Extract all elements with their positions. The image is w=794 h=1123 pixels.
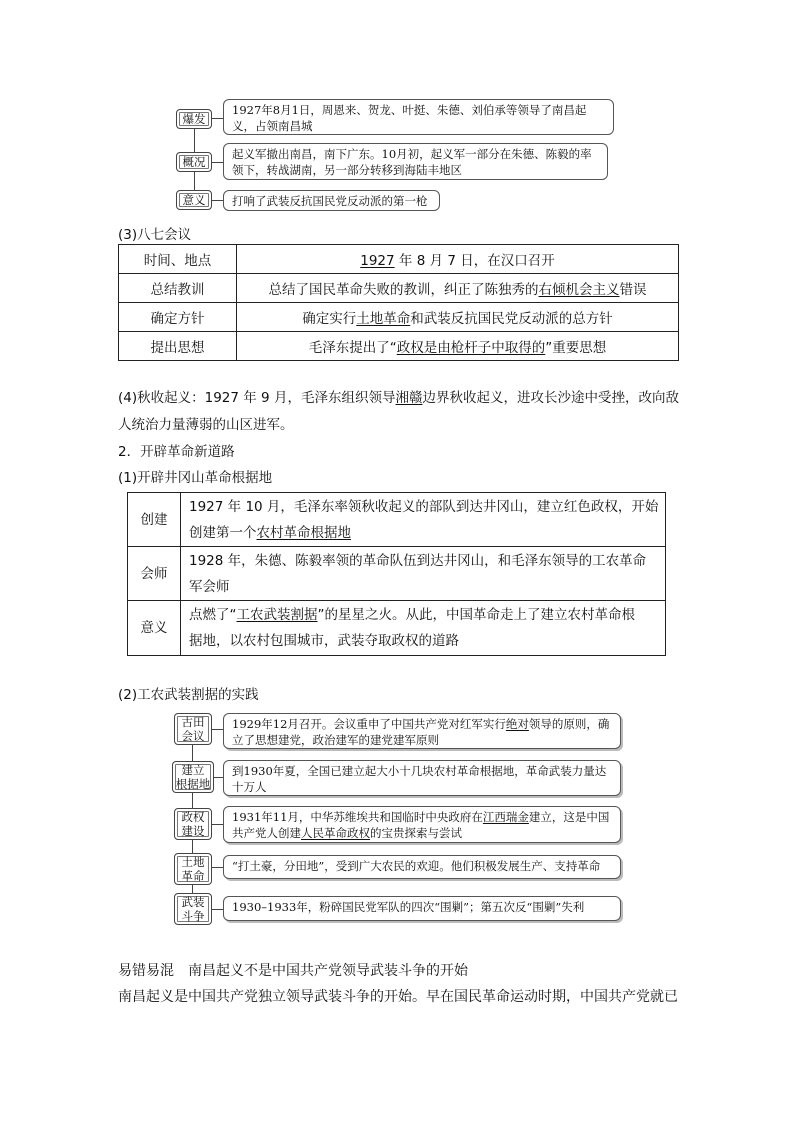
connector — [212, 824, 223, 825]
row-label: 提出思想 — [119, 332, 237, 361]
row-content: 点燃了“工农武装割据”的星星之火。从此，中国革命走上了建立农村革命根 据地，以农村包围城市，武装夺取政权的道路 — [181, 601, 666, 656]
row-label: 确定方针 — [119, 303, 237, 332]
tag-significance: 意义 — [176, 190, 212, 210]
row-label: 总结教训 — [119, 274, 237, 303]
table-row — [128, 601, 666, 656]
node-build-bases: 到1930年夏，全国已建立起大小十几块农村革命根据地，革命武装力量达十万人 — [223, 760, 621, 796]
connector — [212, 867, 223, 868]
table-row — [128, 547, 666, 601]
tag-outbreak: 爆发 — [176, 109, 212, 129]
node-land-revolution: “打土豪，分田地”，受到广大农民的欢迎。他们积极发展生产、支持革命 — [223, 855, 621, 879]
row-content: 1927 年 8 月 7 日，在汉口召开 — [237, 245, 679, 274]
jinggangshan-table — [127, 492, 666, 656]
node-armed-struggle: 1930–1933年，粉碎国民党军队的四次“围剿”；第五次反“围剿”失利 — [223, 896, 621, 921]
armed-separatism-heading: (2)工农武装割据的实践 — [118, 687, 259, 703]
row-content: 毛泽东提出了“政权是由枪杆子中取得的”重要思想 — [237, 332, 679, 361]
tag-overview: 概况 — [176, 152, 212, 172]
row-label: 创建 — [128, 493, 181, 547]
connector — [214, 777, 223, 778]
connector — [212, 118, 223, 119]
jinggangshan-heading: (1)开辟井冈山革命根据地 — [118, 470, 273, 486]
table-row — [119, 332, 679, 361]
node-regime-building: 1931年11月，中华苏维埃共和国临时中央政府在江西瑞金建立，这是中国共产党人创建人民革命政权的宝贵探索与尝试 — [223, 806, 621, 843]
august-7-meeting-table — [118, 244, 679, 361]
node-gutian-meeting: 1929年12月召开。会议重申了中国共产党对红军实行绝对领导的原则，确立了思想建党，政治建军的建党建军原则 — [223, 713, 621, 749]
table-row — [119, 274, 679, 303]
row-content: 1927 年 10 月，毛泽东率领秋收起义的部队到达井冈山，建立红色政权，开始 创建第一个农村革命根据地 — [181, 493, 666, 547]
row-label: 会师 — [128, 547, 181, 601]
section-heading-87-meeting: (3)八七会议 — [118, 227, 192, 243]
connector — [212, 200, 223, 201]
connector — [212, 729, 223, 730]
tag-armed-struggle: 武装 斗争 — [174, 893, 212, 925]
table-row — [119, 303, 679, 332]
row-label: 时间、地点 — [119, 245, 237, 274]
row-content: 1928 年，朱德、陈毅率领的革命队伍到达井冈山，和毛泽东领导的工农革命 军会师 — [181, 547, 666, 601]
tag-build-bases: 建立 根据地 — [172, 761, 214, 793]
row-content: 总结了国民革命失败的教训，纠正了陈独秀的右倾机会主义错误 — [237, 274, 679, 303]
node-overview: 起义军撤出南昌，南下广东。10月初，起义军一部分在朱德、陈毅的率领下，转战湖南，另一部分转移到海陆丰地区 — [223, 143, 608, 180]
table-row — [128, 493, 666, 547]
row-content: 确定实行土地革命和武装反抗国民党反动派的总方针 — [237, 303, 679, 332]
tag-regime-building: 政权 建设 — [174, 808, 212, 840]
connector — [212, 909, 223, 910]
connector — [212, 162, 223, 163]
autumn-harvest-paragraph: (4)秋收起义：1927 年 9 月，毛泽东组织领导湘赣边界秋收起义，进攻长沙途中受挫，改向敌 人统治力量薄弱的山区进军。 — [118, 390, 679, 433]
note-text: 南昌起义是中国共产党独立领导武装斗争的开始。早在国民革命运动时期，中国共产党就已 — [118, 989, 678, 1005]
tag-land-revolution: 土地 革命 — [174, 853, 212, 885]
row-label: 意义 — [128, 601, 181, 656]
note-title: 易错易混 南昌起义不是中国共产党领导武装斗争的开始 — [118, 963, 468, 979]
table-row — [119, 245, 679, 274]
node-significance: 打响了武装反抗国民党反动派的第一枪 — [223, 190, 440, 211]
tag-gutian-meeting: 古田 会议 — [174, 713, 212, 745]
part2-heading: 2．开辟革命新道路 — [118, 444, 235, 460]
node-outbreak: 1927年8月1日，周恩来、贺龙、叶挺、朱德、刘伯承等领导了南昌起义，占领南昌城 — [223, 99, 614, 135]
